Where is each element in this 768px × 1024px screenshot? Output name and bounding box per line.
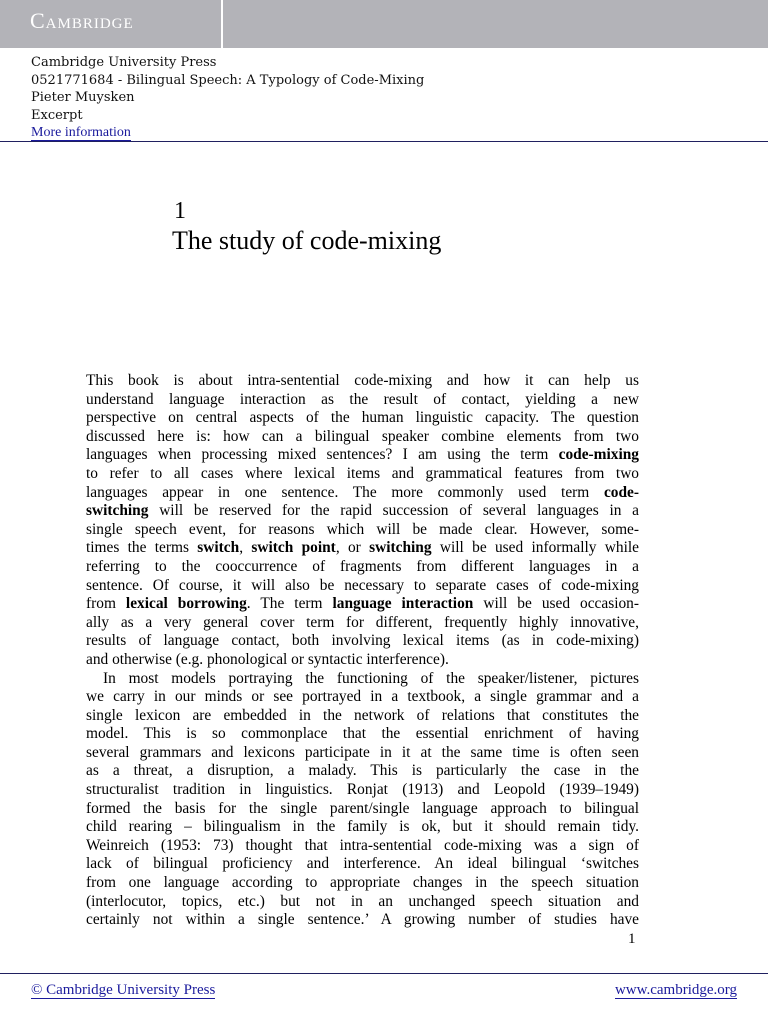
- website-link[interactable]: www.cambridge.org: [614, 982, 737, 998]
- body-line: lack of bilingual proficiency and interference. An ideal bilingual ‘switches: [86, 855, 639, 873]
- excerpt-label: Excerpt: [31, 107, 83, 123]
- body-line: model. This is so commonplace that the essential enrichment of having: [86, 725, 639, 743]
- body-line: several grammars and lexicons participate in it at the same time is often seen: [86, 743, 639, 761]
- body-line: languages appear in one sentence. The more commonly used term code-: [86, 483, 639, 501]
- body-line: as a threat, a disruption, a malady. This is particularly the case in the: [86, 762, 639, 780]
- body-line: languages when processing mixed sentences? I am using the term code-mixing: [86, 446, 639, 464]
- body-line: to refer to all cases where lexical items and grammatical features from two: [86, 464, 639, 482]
- body-line: single lexicon are embedded in the network of relations that constitutes the: [86, 706, 639, 724]
- top-divider: [0, 141, 768, 142]
- page-number: 1: [628, 931, 636, 947]
- body-line: formed the basis for the single parent/single language approach to bilingual: [86, 799, 639, 817]
- body-line: ally as a very general cover term for different, frequently highly innovative,: [86, 613, 639, 631]
- term-code-switching-b: switching: [86, 502, 149, 520]
- author-line: Pieter Muysken: [31, 90, 135, 105]
- cambridge-logo[interactable]: Cambridge: [30, 8, 134, 33]
- body-line: we carry in our minds or see portrayed in a textbook, a single grammar and a: [86, 688, 639, 706]
- term-lexical-borrowing: lexical borrowing: [125, 595, 247, 613]
- chapter-number: 1: [174, 198, 186, 224]
- term-switching: switching: [369, 539, 432, 557]
- term-code-mixing: code-mixing: [558, 446, 639, 464]
- body-line: perspective on central aspects of the human linguistic capacity. The question: [86, 409, 639, 427]
- more-information-link[interactable]: More information: [31, 125, 131, 140]
- body-line: referring to the cooccurrence of fragments from different languages in a: [86, 557, 639, 575]
- term-code-switching-a: code-: [603, 483, 639, 501]
- body-line: switching will be reserved for the rapid succession of several languages in a: [86, 502, 639, 520]
- term-switch-point: switch point: [251, 539, 336, 557]
- body-line: from one language according to appropriate changes in the speech situation: [86, 874, 639, 892]
- book-metadata: [31, 54, 424, 142]
- body-line: This book is about intra-sentential code-mixing and how it can help us: [86, 372, 639, 389]
- body-line: and otherwise (e.g. phonological or syntactic interference).: [86, 650, 449, 668]
- bottom-divider: [0, 973, 768, 974]
- header-separator: [221, 0, 223, 48]
- body-line: sentence. Of course, it will also be necessary to separate cases of code-mixing: [86, 576, 639, 594]
- body-line: single speech event, for reasons which will be made clear. However, some-: [86, 520, 639, 538]
- publisher-line: Cambridge University Press: [31, 55, 217, 70]
- header-bar: [0, 0, 768, 48]
- term-language-interaction: language interaction: [332, 595, 474, 613]
- body-line: structuralist tradition in linguistics. Ronjat (1913) and Leopold (1939–1949): [86, 781, 639, 799]
- body-line: from lexical borrowing. The term language interaction will be used occasion-: [86, 595, 640, 613]
- chapter-body: [86, 372, 639, 930]
- body-line: discussed here is: how can a bilingual speaker combine elements from two: [86, 427, 639, 445]
- body-line: Weinreich (1953: 73) thought that intra-sentential code-mixing was a sign of: [86, 836, 639, 854]
- term-switch: switch: [197, 539, 240, 557]
- body-line: certainly not within a single sentence.’ A growing number of studies have: [86, 911, 639, 929]
- isbn-title-line: 0521771684 - Bilingual Speech: A Typology of Code-Mixing: [31, 72, 425, 88]
- body-line: understand language interaction as the result of contact, yielding a new: [86, 390, 639, 408]
- body-line: times the terms switch, switch point, or switching will be used informally while: [86, 539, 639, 557]
- body-line: results of language contact, both involving lexical items (as in code-mixing): [86, 632, 639, 650]
- body-line: (interlocutor, topics, etc.) but not in an unchanged speech situation and: [86, 892, 639, 910]
- copyright-link[interactable]: © Cambridge University Press: [31, 982, 216, 998]
- body-line: In most models portraying the functioning of the speaker/listener, pictures: [103, 669, 639, 687]
- body-line: child rearing – bilingualism in the family is ok, but it should remain tidy.: [86, 818, 639, 836]
- chapter-title: The study of code-mixing: [172, 226, 442, 255]
